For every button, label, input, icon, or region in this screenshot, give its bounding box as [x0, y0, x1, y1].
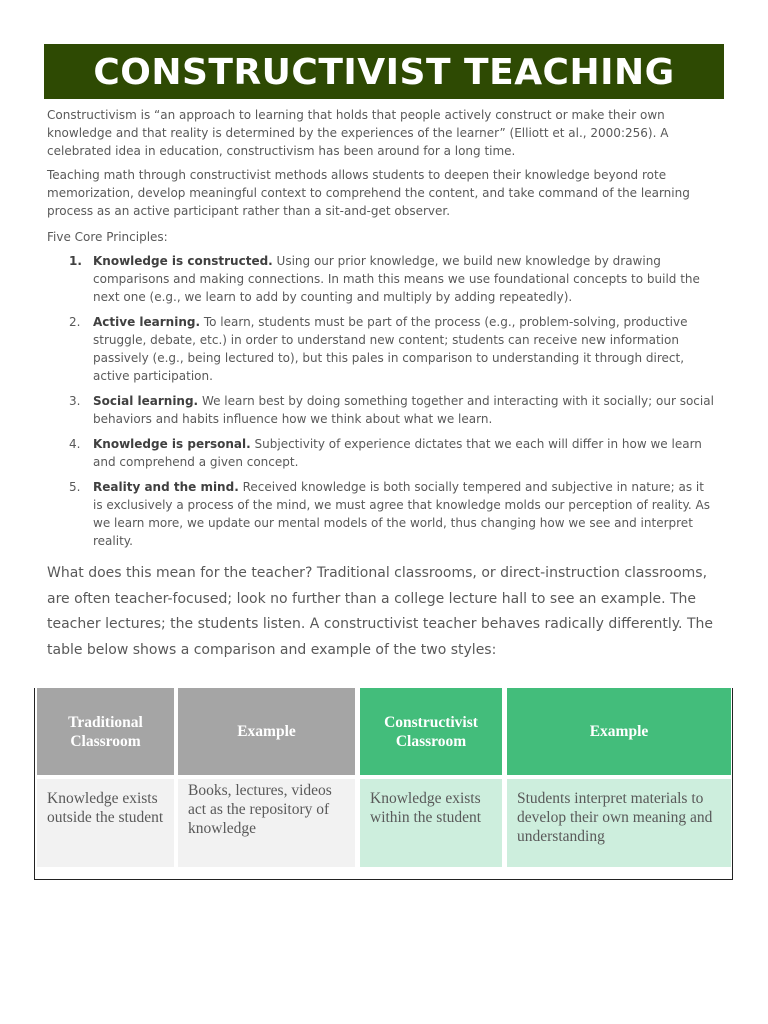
principle-text: Using our prior knowledge, we build new knowledge by drawing comparisons and making connections. In math this means we use foundational concepts to build the next one (e.g., we learn to add by counting and multiply by adding repeatedly).: [93, 254, 700, 304]
principle-text: To learn, students must be part of the process (e.g., problem-solving, productive struggle, debate, etc.) in order to understand new content; students can receive new information passively (e.g., being lectured to), but this pales in comparison to understanding it through direct, active participation.: [93, 315, 688, 383]
principle-heading: Social learning.: [93, 394, 199, 408]
list-item: [47, 313, 717, 385]
principle-text: Subjectivity of experience dictates that we each will differ in how we learn and comprehend a given concept.: [93, 437, 702, 469]
cell-constructivist-example: Students interpret materials to develop their own meaning and understanding: [507, 779, 731, 867]
header-constructivist-classroom: Constructivist Classroom: [360, 688, 502, 775]
list-item: [47, 392, 717, 428]
cell-constructivist-classroom: Knowledge exists within the student: [360, 779, 502, 867]
list-number: 2.: [69, 315, 81, 329]
intro-paragraph: Constructivism is “an approach to learning that holds that people actively construct or make their own knowledge and that reality is determined by the experiences of the learner” (Elliott et al., 2000:256). A celebrated idea in education, constructivism has been around for a long time.: [47, 108, 669, 158]
principle-heading: Reality and the mind.: [93, 480, 239, 494]
cell-traditional-classroom: Knowledge exists outside the student: [37, 779, 174, 867]
principles-list: [47, 252, 717, 557]
list-number: 1.: [69, 254, 82, 268]
principles-heading: Five Core Principles:: [47, 230, 168, 244]
principle-heading: Knowledge is personal.: [93, 437, 251, 451]
principle-heading: Knowledge is constructed.: [93, 254, 273, 268]
list-number: 5.: [69, 480, 81, 494]
math-paragraph: Teaching math through constructivist methods allows students to deepen their knowledge beyond rote memorization, develop meaningful context to comprehend the content, and take command of the learning process as an active participant rather than a sit-and-get observer.: [47, 168, 690, 218]
principle-text: We learn best by doing something together and interacting with it socially; our social behaviors and habits influence how we think about what we learn.: [93, 394, 714, 426]
list-item: [47, 252, 717, 306]
cell-traditional-example: Books, lectures, videos act as the repository of knowledge: [178, 779, 355, 867]
page-title: CONSTRUCTIVIST TEACHING: [44, 44, 724, 99]
header-traditional-example: Example: [178, 688, 355, 775]
header-traditional-classroom: Traditional Classroom: [37, 688, 174, 775]
header-constructivist-example: Example: [507, 688, 731, 775]
principle-text: Received knowledge is both socially tempered and subjective in nature; as it is exclusively a process of the mind, we must agree that knowledge molds our perception of reality. As we learn more, we update our mental models of the world, thus changing how we see and interpret reality.: [93, 480, 710, 548]
comparison-table: [34, 688, 733, 880]
list-item: [47, 478, 717, 550]
teacher-paragraph: What does this mean for the teacher? Traditional classrooms, or direct-instruction classrooms, are often teacher-focused; look no further than a college lecture hall to see an example. The teacher lectures; the students listen. A constructivist teacher behaves radically differently. The table below shows a comparison and example of the two styles:: [47, 565, 713, 658]
list-number: 3.: [69, 394, 81, 408]
principle-heading: Active learning.: [93, 315, 201, 329]
list-number: 4.: [69, 437, 81, 451]
list-item: [47, 435, 717, 471]
